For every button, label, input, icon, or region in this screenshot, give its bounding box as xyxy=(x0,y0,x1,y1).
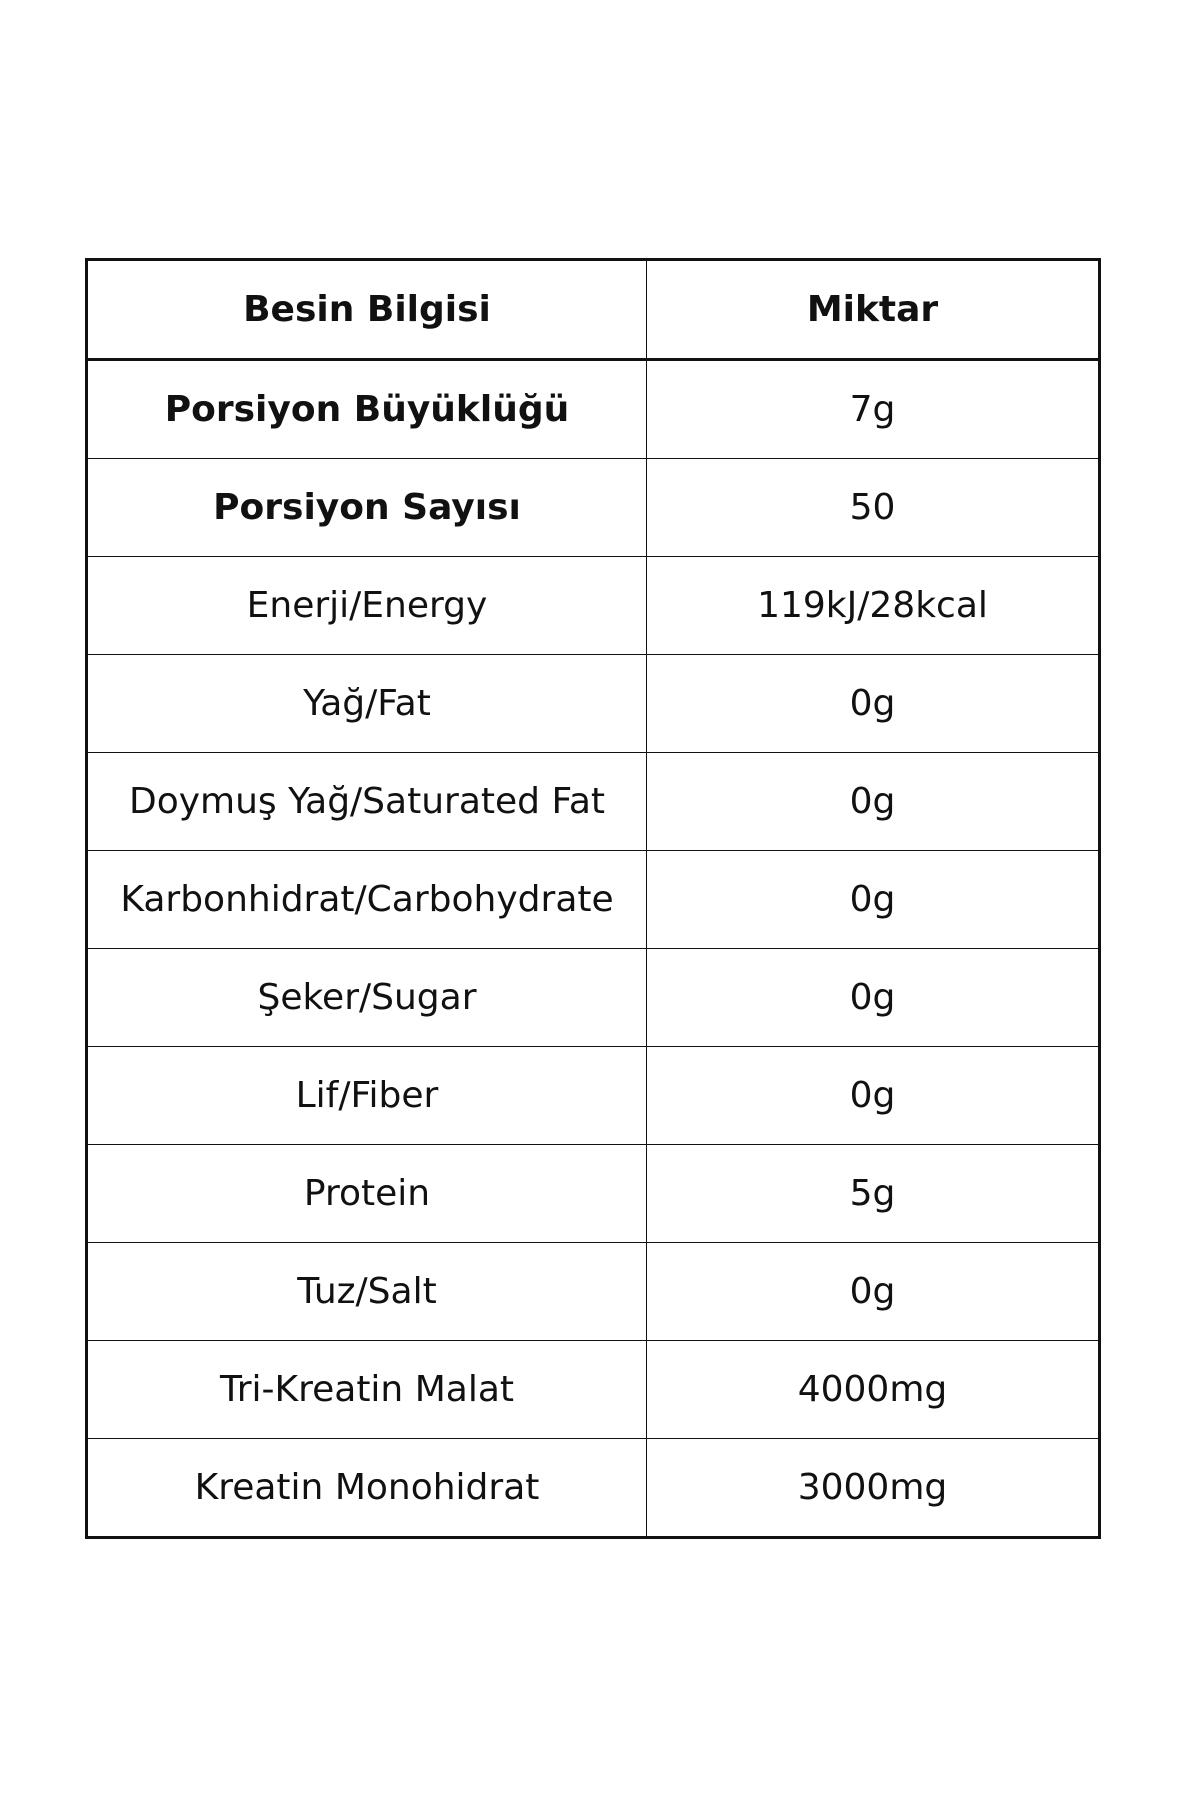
nutrient-name: Enerji/Energy xyxy=(87,557,647,655)
table-header xyxy=(87,260,1100,360)
nutrient-value: 119kJ/28kcal xyxy=(647,557,1100,655)
header-nutrient: Besin Bilgisi xyxy=(87,260,647,360)
table-row xyxy=(87,851,1100,949)
nutrient-name: Karbonhidrat/Carbohydrate xyxy=(87,851,647,949)
nutrient-value: 0g xyxy=(647,753,1100,851)
nutrient-name: Yağ/Fat xyxy=(87,655,647,753)
table-body xyxy=(87,360,1100,1538)
table-row xyxy=(87,1047,1100,1145)
table-row xyxy=(87,1439,1100,1538)
table-row xyxy=(87,360,1100,459)
nutrient-value: 0g xyxy=(647,1243,1100,1341)
nutrient-name: Protein xyxy=(87,1145,647,1243)
nutrient-value: 0g xyxy=(647,655,1100,753)
table-row xyxy=(87,1145,1100,1243)
nutrient-value: 50 xyxy=(647,459,1100,557)
nutrient-name: Porsiyon Büyüklüğü xyxy=(87,360,647,459)
nutrient-value: 0g xyxy=(647,851,1100,949)
nutrient-value: 4000mg xyxy=(647,1341,1100,1439)
nutrient-name: Porsiyon Sayısı xyxy=(87,459,647,557)
nutrient-name: Lif/Fiber xyxy=(87,1047,647,1145)
header-amount: Miktar xyxy=(647,260,1100,360)
table-row xyxy=(87,753,1100,851)
nutrient-name: Tri-Kreatin Malat xyxy=(87,1341,647,1439)
table-row xyxy=(87,655,1100,753)
table-row xyxy=(87,949,1100,1047)
nutrient-name: Kreatin Monohidrat xyxy=(87,1439,647,1538)
nutrient-value: 7g xyxy=(647,360,1100,459)
nutrient-name: Doymuş Yağ/Saturated Fat xyxy=(87,753,647,851)
table-row xyxy=(87,1341,1100,1439)
nutrition-facts-table xyxy=(85,258,1101,1539)
nutrient-value: 0g xyxy=(647,1047,1100,1145)
table-row xyxy=(87,557,1100,655)
nutrient-name: Şeker/Sugar xyxy=(87,949,647,1047)
nutrient-value: 0g xyxy=(647,949,1100,1047)
nutrient-name: Tuz/Salt xyxy=(87,1243,647,1341)
table-row xyxy=(87,1243,1100,1341)
nutrient-value: 3000mg xyxy=(797,1467,948,1508)
nutrient-value: 5g xyxy=(647,1145,1100,1243)
header-row xyxy=(87,260,1100,360)
table-row xyxy=(87,459,1100,557)
